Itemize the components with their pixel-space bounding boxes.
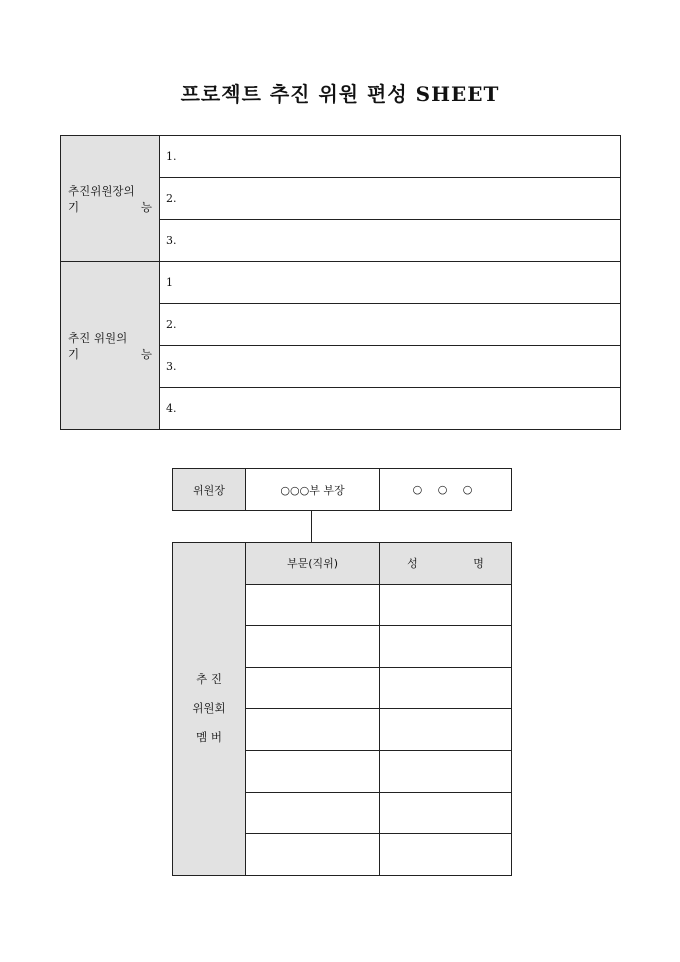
function-line[interactable]: 1. <box>160 136 621 178</box>
column-header-department: 부문(직위) <box>246 543 380 585</box>
header-char: 능 <box>140 199 152 214</box>
header-char: 기 <box>68 346 80 361</box>
function-line[interactable]: 3. <box>160 220 621 262</box>
member-department-cell[interactable] <box>246 750 380 792</box>
table-row <box>61 262 621 304</box>
member-name-cell[interactable] <box>380 750 512 792</box>
side-label: 멤 버 <box>196 730 222 745</box>
header-char: 능 <box>140 346 152 361</box>
member-name-cell[interactable] <box>380 709 512 751</box>
member-function-header <box>61 262 160 430</box>
member-department-cell[interactable] <box>246 626 380 668</box>
header-label: 추진위원장의 <box>68 183 135 198</box>
member-name-cell[interactable] <box>380 584 512 626</box>
member-department-cell[interactable] <box>246 792 380 834</box>
column-header-name: 성 명 <box>380 543 512 585</box>
members-side-header <box>173 543 246 876</box>
members-table <box>172 542 512 876</box>
member-department-cell[interactable] <box>246 667 380 709</box>
member-name-cell[interactable] <box>380 626 512 668</box>
table-row <box>61 136 621 178</box>
chairman-position[interactable]: ○○○부 부장 <box>246 469 380 511</box>
member-name-cell[interactable] <box>380 834 512 876</box>
chairman-name[interactable]: ○ ○ ○ <box>380 469 512 511</box>
side-label: 위원회 <box>192 701 226 716</box>
member-name-cell[interactable] <box>380 792 512 834</box>
table-row <box>173 469 512 511</box>
member-name-cell[interactable] <box>380 667 512 709</box>
function-line[interactable]: 4. <box>160 388 621 430</box>
org-connector-line <box>311 510 312 543</box>
member-department-cell[interactable] <box>246 709 380 751</box>
function-line[interactable]: 3. <box>160 346 621 388</box>
header-char: 기 <box>68 199 80 214</box>
chairman-label: 위원장 <box>173 469 246 511</box>
function-line[interactable]: 2. <box>160 178 621 220</box>
header-label: 추진 위원의 <box>68 330 128 345</box>
table-row <box>173 543 512 585</box>
chairman-table <box>172 468 512 511</box>
page-title: 프로젝트 추진 위원 편성 SHEET <box>180 82 500 106</box>
chairman-function-header <box>61 136 160 262</box>
member-department-cell[interactable] <box>246 584 380 626</box>
function-line[interactable]: 1 <box>160 262 621 304</box>
functions-table <box>60 135 621 430</box>
function-line[interactable]: 2. <box>160 304 621 346</box>
member-department-cell[interactable] <box>246 834 380 876</box>
side-label: 추 진 <box>196 672 222 687</box>
